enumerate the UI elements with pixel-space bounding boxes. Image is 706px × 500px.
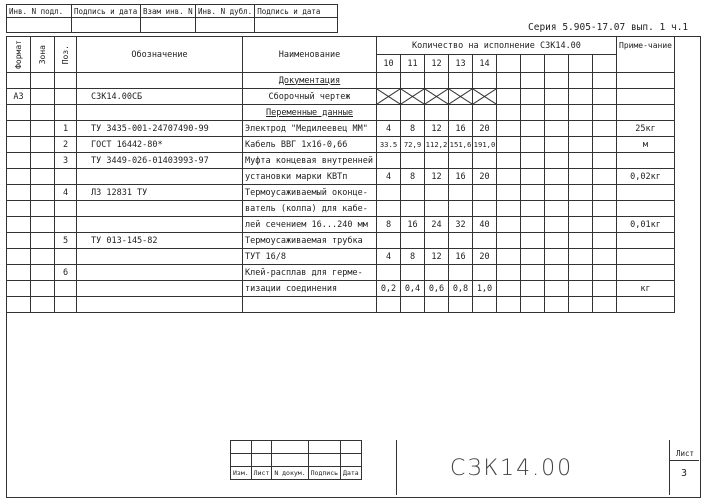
cell-qty: [473, 105, 497, 121]
cell-qty: [377, 153, 401, 169]
spec-row: [7, 201, 675, 217]
cell-designation: ТУ 013-145-82: [77, 233, 243, 249]
cell-format: [7, 217, 31, 233]
cell-qty: [473, 297, 497, 313]
cell-zone: [31, 185, 55, 201]
cell-qty-empty: [569, 105, 593, 121]
cell-qty-empty: [569, 137, 593, 153]
cell-qty: 16: [401, 217, 425, 233]
cell-pos: [55, 169, 77, 185]
cell-zone: [31, 233, 55, 249]
cell-name: Переменные данные: [243, 105, 377, 121]
cell-qty: 72,9: [401, 137, 425, 153]
header-designation: Обозначение: [77, 37, 243, 73]
spec-row: [7, 297, 675, 313]
cell-qty: 8: [401, 169, 425, 185]
cell-qty-empty: [521, 201, 545, 217]
cell-qty-empty: [545, 73, 569, 89]
variant-col: 13: [449, 55, 473, 73]
cell-format: [7, 121, 31, 137]
cell-zone: [31, 265, 55, 281]
cell-qty-crossed: [425, 89, 449, 105]
tb-ndokum: N докум.: [272, 467, 308, 480]
cell-zone: [31, 105, 55, 121]
cell-qty: [473, 201, 497, 217]
cell-designation: [77, 217, 243, 233]
spec-row: [7, 233, 675, 249]
header-quantity: Количество на исполнение СЗК14.00: [377, 37, 617, 55]
cell-qty-empty: [593, 281, 617, 297]
cell-designation: ЛЗ 12831 ТУ: [77, 185, 243, 201]
cell-note: [617, 233, 675, 249]
cell-pos: [55, 217, 77, 233]
spec-row: [7, 169, 675, 185]
cell-designation: [77, 105, 243, 121]
cell-designation: СЗК14.00СБ: [77, 89, 243, 105]
cell-zone: [31, 201, 55, 217]
cell-qty: 151,6: [449, 137, 473, 153]
cell-qty: 12: [425, 121, 449, 137]
cell-name: Кабель ВВГ 1х16-0,66: [243, 137, 377, 153]
stamp-vzam-inv: Взам инв. N: [141, 5, 196, 18]
cell-qty-empty: [593, 249, 617, 265]
cell-zone: [31, 73, 55, 89]
cell-qty: [401, 153, 425, 169]
cell-designation: [77, 73, 243, 89]
cell-name: Документация: [243, 73, 377, 89]
cell-designation: ТУ 3449-026-01403993-97: [77, 153, 243, 169]
cell-format: [7, 249, 31, 265]
cell-qty: 16: [449, 169, 473, 185]
cell-qty: 20: [473, 169, 497, 185]
spec-row: [7, 105, 675, 121]
variant-col: 14: [473, 55, 497, 73]
cell-zone: [31, 153, 55, 169]
cell-qty-empty: [593, 137, 617, 153]
cell-note: [617, 297, 675, 313]
cell-format: [7, 137, 31, 153]
cell-qty-empty: [569, 249, 593, 265]
cell-qty-empty: [545, 121, 569, 137]
cell-qty: [425, 185, 449, 201]
cell-format: [7, 297, 31, 313]
cell-pos: [55, 281, 77, 297]
cell-name: тизации соединения: [243, 281, 377, 297]
cell-note: [617, 265, 675, 281]
variant-col: 12: [425, 55, 449, 73]
cell-format: [7, 73, 31, 89]
cell-pos: [55, 249, 77, 265]
cell-qty-empty: [497, 185, 521, 201]
cell-format: [7, 201, 31, 217]
cell-note: [617, 249, 675, 265]
cell-qty-empty: [545, 201, 569, 217]
cell-qty: [449, 105, 473, 121]
cell-qty-empty: [521, 297, 545, 313]
cell-qty-empty: [497, 121, 521, 137]
cell-qty-empty: [569, 201, 593, 217]
cell-qty: [425, 233, 449, 249]
cell-qty-empty: [569, 217, 593, 233]
cell-pos: 1: [55, 121, 77, 137]
cell-qty: [401, 201, 425, 217]
cell-qty: 0,2: [377, 281, 401, 297]
cell-format: [7, 105, 31, 121]
header-pos: Поз.: [55, 37, 77, 73]
cell-qty-empty: [593, 185, 617, 201]
cell-qty-crossed: [377, 89, 401, 105]
cell-qty: [473, 233, 497, 249]
cell-pos: [55, 89, 77, 105]
cell-format: [7, 185, 31, 201]
cell-qty-empty: [545, 297, 569, 313]
cell-qty-empty: [545, 281, 569, 297]
tb-list: Лист: [251, 467, 272, 480]
cell-qty-empty: [593, 217, 617, 233]
cell-note: [617, 153, 675, 169]
variant-col: 11: [401, 55, 425, 73]
cell-qty-empty: [593, 89, 617, 105]
spec-row: [7, 121, 675, 137]
cell-qty-empty: [497, 105, 521, 121]
cell-qty: [401, 265, 425, 281]
cell-name: ватель (колпа) для кабе-: [243, 201, 377, 217]
cell-qty: [449, 201, 473, 217]
cell-note: [617, 201, 675, 217]
cell-qty: [377, 185, 401, 201]
cell-qty-empty: [569, 233, 593, 249]
cell-pos: [55, 73, 77, 89]
stamp-inv-dubl: Инв. N дубл.: [196, 5, 255, 18]
cell-qty: [449, 233, 473, 249]
cell-qty-empty: [593, 121, 617, 137]
header-name: Наименование: [243, 37, 377, 73]
cell-qty-empty: [497, 169, 521, 185]
cell-qty-empty: [521, 265, 545, 281]
header-format: Формат: [7, 37, 31, 73]
cell-qty-empty: [593, 233, 617, 249]
cell-qty: [377, 265, 401, 281]
cell-qty-crossed: [401, 89, 425, 105]
header-note: Приме-чание: [617, 37, 675, 55]
cell-qty: 12: [425, 249, 449, 265]
cell-qty-empty: [569, 265, 593, 281]
cell-note: [617, 105, 675, 121]
cell-qty: [473, 265, 497, 281]
cell-qty-empty: [545, 249, 569, 265]
cell-qty-empty: [497, 201, 521, 217]
cell-qty: [425, 265, 449, 281]
cell-note: [617, 185, 675, 201]
cell-qty: 0,8: [449, 281, 473, 297]
cell-qty-empty: [521, 185, 545, 201]
tb-podpis: Подпись: [308, 467, 340, 480]
spec-row: [7, 281, 675, 297]
cell-qty-empty: [521, 217, 545, 233]
cell-qty: [401, 105, 425, 121]
cell-qty-empty: [497, 137, 521, 153]
cell-qty: 24: [425, 217, 449, 233]
cell-name: лей сечением 16...240 мм: [243, 217, 377, 233]
cell-zone: [31, 137, 55, 153]
cell-qty-empty: [545, 217, 569, 233]
cell-qty: 12: [425, 169, 449, 185]
cell-qty: 191,0: [473, 137, 497, 153]
cell-name: Сборочный чертеж: [243, 89, 377, 105]
cell-qty-empty: [593, 153, 617, 169]
cell-format: А3: [7, 89, 31, 105]
cell-qty: 112,2: [425, 137, 449, 153]
cell-qty: [449, 297, 473, 313]
cell-qty: 20: [473, 121, 497, 137]
cell-qty: 0,6: [425, 281, 449, 297]
spec-row: [7, 217, 675, 233]
cell-qty-empty: [593, 169, 617, 185]
sheet-number: 3: [681, 468, 688, 479]
cell-note: 0,01кг: [617, 217, 675, 233]
cell-qty-empty: [545, 153, 569, 169]
cell-note: 25кг: [617, 121, 675, 137]
spec-row: [7, 137, 675, 153]
cell-qty-empty: [521, 137, 545, 153]
cell-qty-empty: [545, 265, 569, 281]
cell-pos: 4: [55, 185, 77, 201]
series-label: Серия 5.905-17.07 вып. 1 ч.1: [528, 22, 689, 33]
cell-designation: [77, 201, 243, 217]
spec-table: [6, 36, 675, 313]
cell-qty: 4: [377, 249, 401, 265]
cell-name: Термоусаживаемый оконце-: [243, 185, 377, 201]
spec-row: [7, 249, 675, 265]
cell-qty-empty: [545, 169, 569, 185]
cell-qty-empty: [497, 153, 521, 169]
cell-qty-empty: [497, 297, 521, 313]
cell-qty: 0,4: [401, 281, 425, 297]
cell-qty-empty: [497, 265, 521, 281]
spec-row: [7, 265, 675, 281]
cell-qty-empty: [593, 265, 617, 281]
cell-qty: [449, 185, 473, 201]
cell-note: [617, 89, 675, 105]
cell-qty: 1,0: [473, 281, 497, 297]
cell-qty-crossed: [449, 89, 473, 105]
cell-designation: [77, 297, 243, 313]
cell-pos: 3: [55, 153, 77, 169]
cell-qty: [425, 73, 449, 89]
cell-zone: [31, 89, 55, 105]
cell-qty: 40: [473, 217, 497, 233]
cell-format: [7, 265, 31, 281]
cell-pos: 2: [55, 137, 77, 153]
cell-zone: [31, 249, 55, 265]
cell-qty: 20: [473, 249, 497, 265]
cell-qty: 8: [401, 121, 425, 137]
stamp-sign-date-1: Подпись и дата: [72, 5, 141, 18]
cell-qty-empty: [545, 233, 569, 249]
cell-format: [7, 153, 31, 169]
cell-designation: ТУ 3435-001-24707490-99: [77, 121, 243, 137]
cell-name: [243, 297, 377, 313]
variant-col: 10: [377, 55, 401, 73]
cell-qty-empty: [569, 89, 593, 105]
spec-row: [7, 89, 675, 105]
cell-qty: 8: [401, 249, 425, 265]
cell-qty: 16: [449, 121, 473, 137]
cell-qty: [377, 201, 401, 217]
cell-pos: [55, 201, 77, 217]
cell-format: [7, 281, 31, 297]
cell-name: Клей-расплав для герме-: [243, 265, 377, 281]
cell-qty-empty: [497, 233, 521, 249]
cell-qty-empty: [497, 73, 521, 89]
cell-qty-empty: [497, 217, 521, 233]
cell-note: кг: [617, 281, 675, 297]
tb-izm: Изм.: [231, 467, 252, 480]
cell-qty-empty: [593, 73, 617, 89]
cell-note: [617, 73, 675, 89]
cell-pos: [55, 297, 77, 313]
cell-pos: [55, 105, 77, 121]
cell-qty: [401, 73, 425, 89]
cell-qty: [425, 153, 449, 169]
cell-qty-empty: [593, 297, 617, 313]
cell-qty: [473, 185, 497, 201]
cell-qty-empty: [545, 89, 569, 105]
cell-qty-empty: [521, 169, 545, 185]
cell-qty: [449, 153, 473, 169]
cell-qty: 33.5: [377, 137, 401, 153]
cell-qty-empty: [521, 121, 545, 137]
stamp-sign-date-2: Подпись и дата: [255, 5, 338, 18]
cell-qty-empty: [569, 153, 593, 169]
cell-pos: 6: [55, 265, 77, 281]
cell-qty: [473, 153, 497, 169]
cell-name: Электрод "Медилеевец ММ": [243, 121, 377, 137]
cell-qty-empty: [545, 185, 569, 201]
cell-note: м: [617, 137, 675, 153]
cell-qty: [377, 297, 401, 313]
cell-qty-empty: [569, 73, 593, 89]
cell-note: 0,02кг: [617, 169, 675, 185]
cell-qty-empty: [521, 105, 545, 121]
cell-zone: [31, 169, 55, 185]
cell-format: [7, 169, 31, 185]
cell-qty: [377, 73, 401, 89]
cell-zone: [31, 217, 55, 233]
cell-qty: [425, 105, 449, 121]
cell-qty-crossed: [473, 89, 497, 105]
cell-qty-empty: [593, 105, 617, 121]
cell-qty: [425, 297, 449, 313]
cell-qty-empty: [569, 297, 593, 313]
cell-designation: [77, 265, 243, 281]
cell-qty: [473, 73, 497, 89]
cell-zone: [31, 297, 55, 313]
sheet-label: Лист: [676, 449, 695, 458]
cell-qty-empty: [521, 89, 545, 105]
cell-qty: [401, 233, 425, 249]
cell-qty: [377, 233, 401, 249]
cell-qty: 16: [449, 249, 473, 265]
cell-qty-empty: [569, 169, 593, 185]
cell-name: установки марки КВТп: [243, 169, 377, 185]
cell-designation: [77, 169, 243, 185]
cell-qty-empty: [521, 249, 545, 265]
cell-name: Термоусаживаемая трубка: [243, 233, 377, 249]
cell-qty: [449, 265, 473, 281]
cell-qty: [401, 297, 425, 313]
cell-qty: 4: [377, 121, 401, 137]
cell-qty-empty: [521, 281, 545, 297]
cell-qty-empty: [497, 249, 521, 265]
cell-qty: [425, 201, 449, 217]
cell-name: ТУТ 16/8: [243, 249, 377, 265]
cell-qty-empty: [497, 281, 521, 297]
cell-qty-empty: [545, 137, 569, 153]
drawing-designation: СЗК14.00: [450, 456, 574, 481]
cell-qty: [449, 73, 473, 89]
cell-qty-empty: [569, 185, 593, 201]
cell-qty-empty: [521, 73, 545, 89]
cell-qty-empty: [569, 281, 593, 297]
spec-row: [7, 185, 675, 201]
cell-qty: [401, 185, 425, 201]
spec-row: [7, 153, 675, 169]
cell-qty: 32: [449, 217, 473, 233]
cell-qty: [377, 105, 401, 121]
header-zone: Зона: [31, 37, 55, 73]
cell-format: [7, 233, 31, 249]
tb-data: Дата: [341, 467, 362, 480]
cell-zone: [31, 121, 55, 137]
cell-qty: 8: [377, 217, 401, 233]
title-block-grid: [230, 440, 362, 480]
spec-row: [7, 73, 675, 89]
cell-designation: [77, 249, 243, 265]
cell-qty-empty: [545, 105, 569, 121]
stamp-inv-podl: Инв. N подл.: [7, 5, 72, 18]
cell-qty-empty: [497, 89, 521, 105]
cell-qty-empty: [521, 153, 545, 169]
cell-designation: [77, 281, 243, 297]
cell-designation: ГОСТ 16442-80*: [77, 137, 243, 153]
cell-name: Муфта концевая внутренней: [243, 153, 377, 169]
cell-qty-empty: [593, 201, 617, 217]
cell-qty: 4: [377, 169, 401, 185]
cell-qty-empty: [569, 121, 593, 137]
cell-pos: 5: [55, 233, 77, 249]
top-stamp-strip: [6, 4, 338, 33]
cell-zone: [31, 281, 55, 297]
cell-qty-empty: [521, 233, 545, 249]
